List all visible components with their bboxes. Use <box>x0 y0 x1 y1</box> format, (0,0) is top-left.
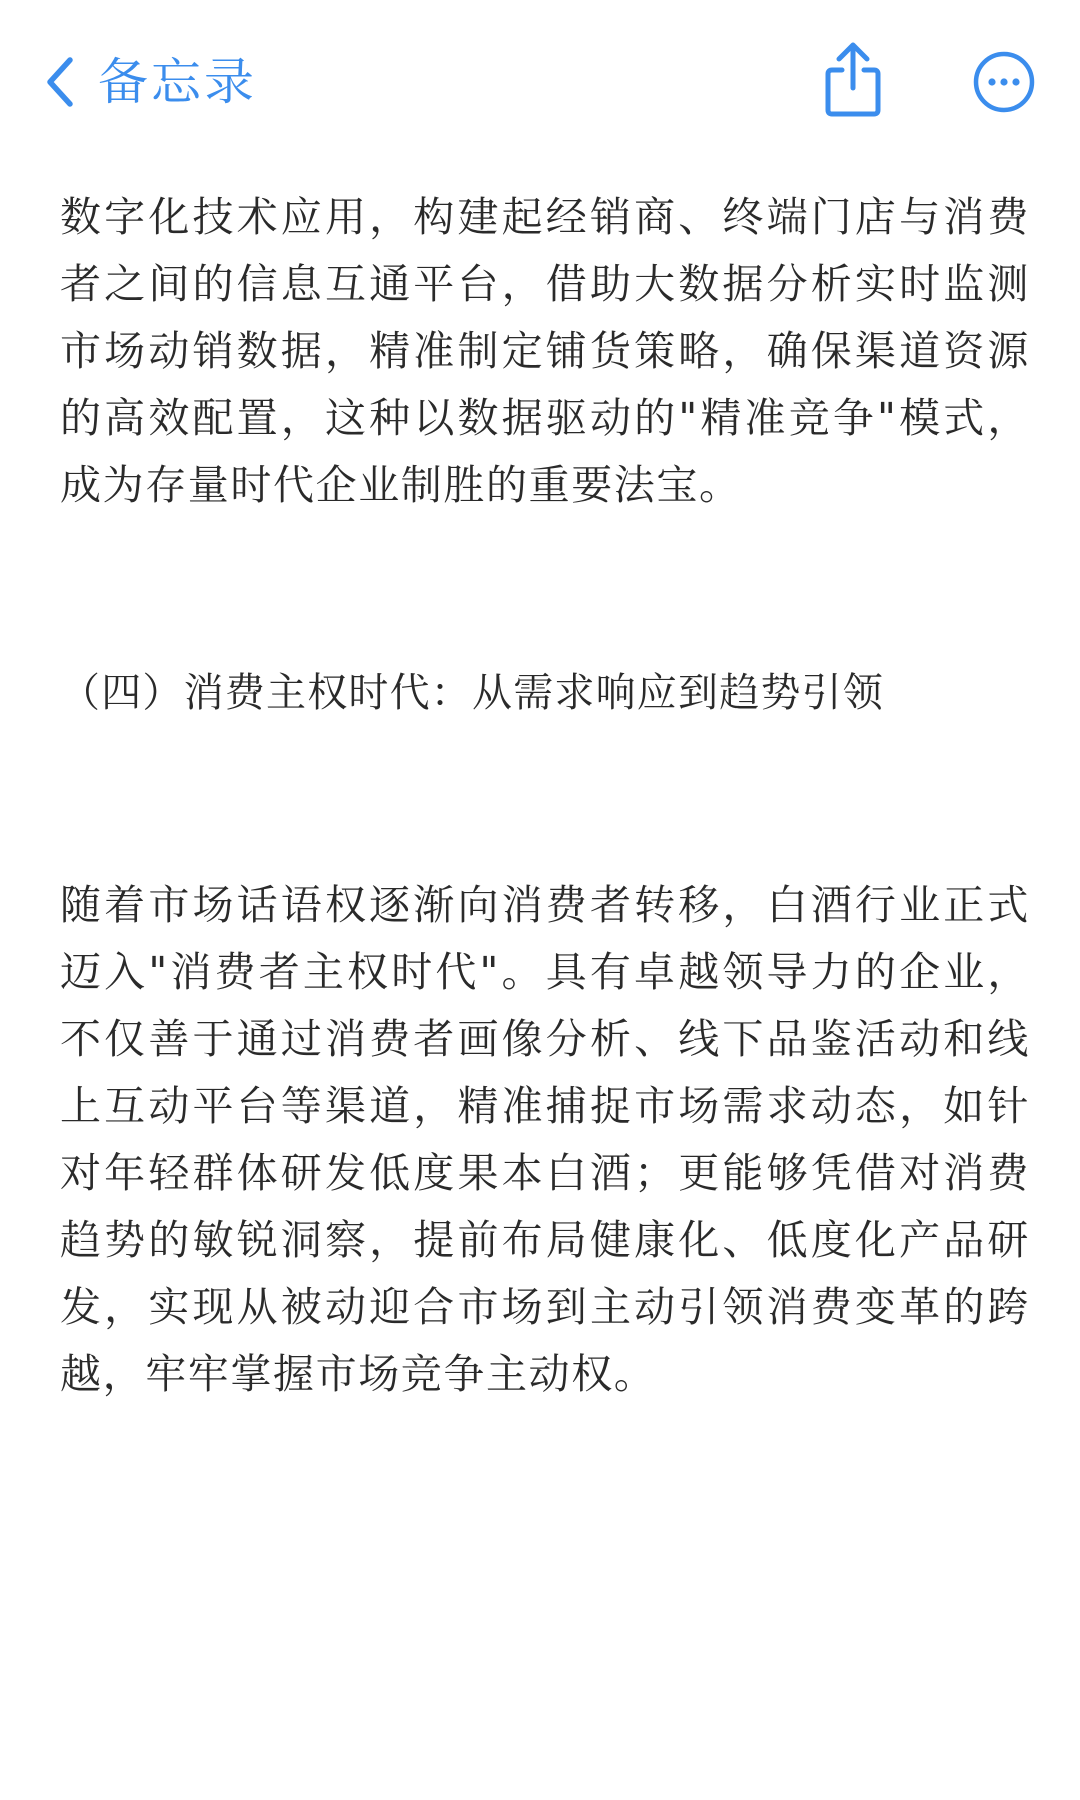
note-paragraph-1: 数字化技术应用，构建起经销商、终端门店与消费者之间的信息互通平台，借助大数据分析实时监测市场动销数据，精准制定铺货策略，确保渠道资源的高效配置，这种以数据驱动的"精准竞争"模式，成为存量时代企业制胜的重要法宝。 <box>60 193 1030 509</box>
note-paragraph-2: 随着市场话语权逐渐向消费者转移，白酒行业正式迈入"消费者主权时代"。具有卓越领导力的企业，不仅善于通过消费者画像分析、线下品鉴活动和线上互动平台等渠道，精准捕捉市场需求动态，如针对年轻群体研发低度果本白酒；更能够凭借对消费趋势的敏锐洞察，提前布局健康化、低度化产品研发，实现从被动迎合市场到主动引领消费变革的跨越，牢牢掌握市场竞争主动权。 <box>60 881 1030 1398</box>
ellipsis-circle-icon <box>972 50 1036 114</box>
note-section-heading: （四）消费主权时代：从需求响应到趋势引领 <box>60 670 884 716</box>
navigation-bar <box>0 0 1080 160</box>
back-button[interactable] <box>40 46 257 118</box>
more-button[interactable] <box>972 50 1036 114</box>
share-icon <box>818 40 888 120</box>
chevron-left-icon <box>40 54 80 110</box>
share-button[interactable] <box>818 40 888 120</box>
back-button-label: 备忘录 <box>98 53 257 111</box>
